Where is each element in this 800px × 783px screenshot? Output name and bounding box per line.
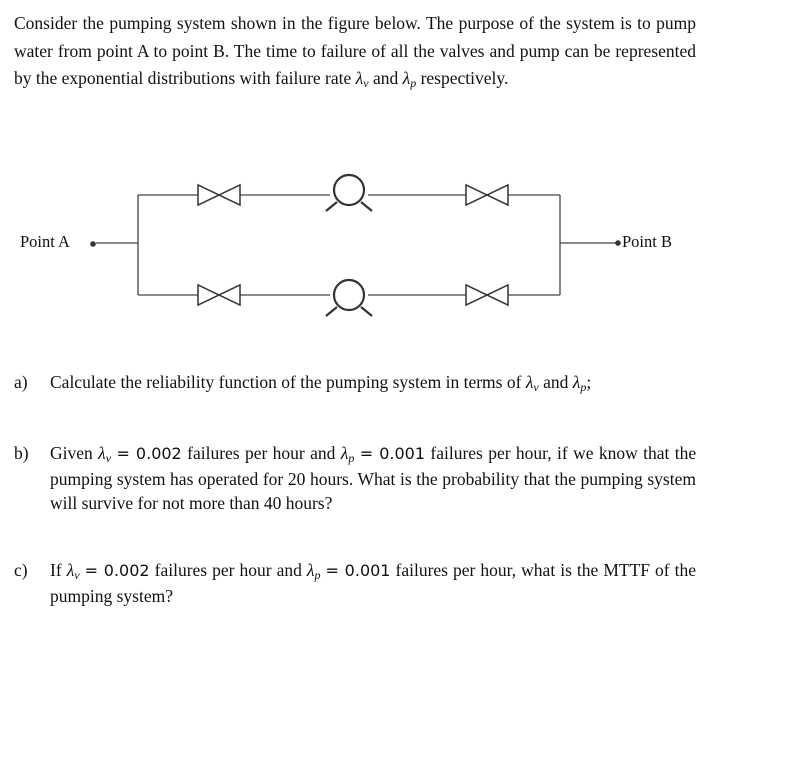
point-b-label: Point B	[622, 232, 672, 251]
point-b-dot	[615, 240, 621, 246]
valve-icon	[198, 185, 240, 205]
pumping-system-schematic	[0, 170, 800, 330]
point-a-dot	[90, 241, 96, 247]
question-b-text: Given λv = 0.002 failures per hour and λp = 0.001 failures per hour, if we know that the pumping system has operated for 20 hours. What is the probability that the pumping system will survive for not more than 40 hours?	[50, 443, 697, 513]
lambda-v-symbol: λv	[355, 68, 369, 90]
question-a	[14, 370, 714, 400]
pumping-system-diagram	[0, 170, 800, 330]
question-c	[14, 558, 714, 614]
pump-icon	[326, 280, 372, 316]
problem-statement: Consider the pumping system shown in the figure below. The purpose of the system is to pump water from point A to point B. The time to failure of all the valves and pump can be represented by the exponential distributions with failure rate λv and λp respectively.	[14, 13, 696, 90]
question-a-label: a)	[14, 372, 28, 392]
valve-icon	[198, 285, 240, 305]
question-a-text: Calculate the reliability function of the pumping system in terms of λv and λp;	[50, 372, 592, 394]
question-b-label: b)	[14, 443, 29, 463]
question-b	[14, 441, 714, 521]
question-c-text: If λv = 0.002 failures per hour and λp = 0.001 failures per hour, what is the MTTF of the pumping system?	[50, 560, 697, 606]
point-a-label: Point A	[20, 232, 70, 251]
valve-icon	[466, 185, 508, 205]
intro-text: Consider the pumping system shown in the figure below. The purpose of the system is to pump water from point A to point B. The time to failure of all the valves and pump can be represented by the exponential distributions with failure rate	[14, 13, 696, 88]
question-c-label: c)	[14, 560, 28, 580]
lambda-p-symbol: λp	[402, 68, 417, 90]
pump-icon	[326, 175, 372, 211]
valve-icon	[466, 285, 508, 305]
